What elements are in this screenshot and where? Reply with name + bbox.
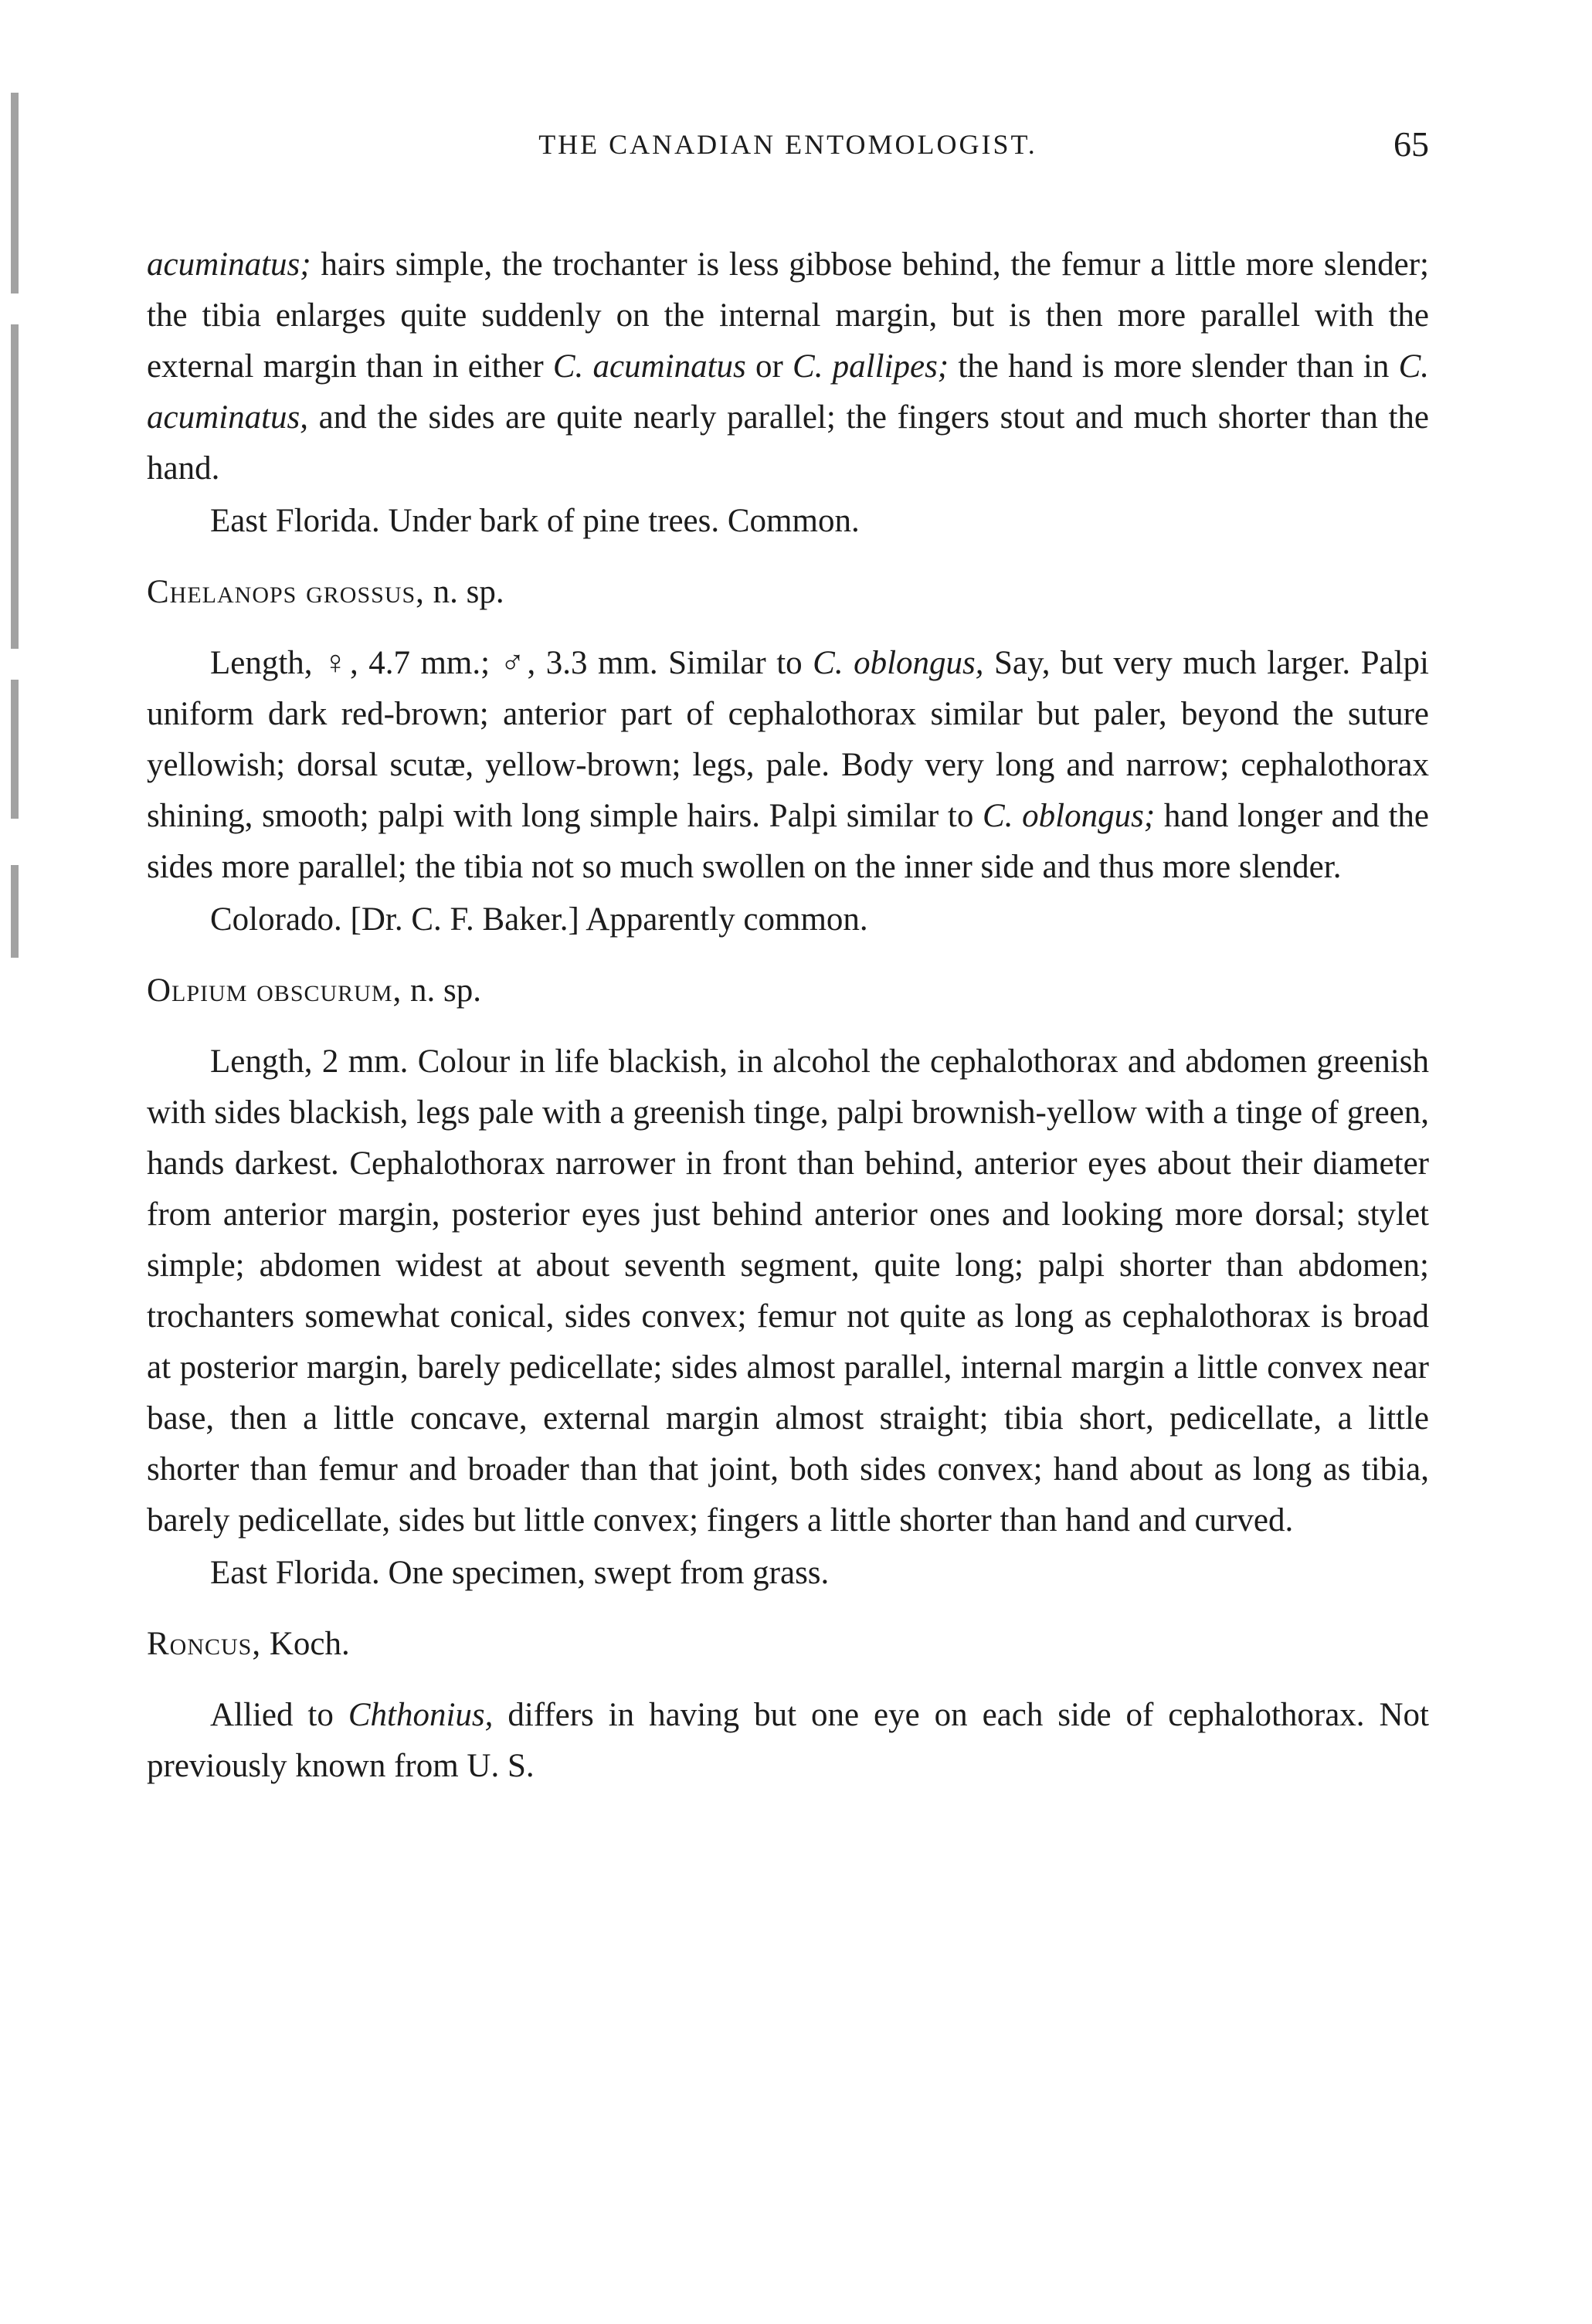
paragraph-chelanops-description — [147, 638, 1429, 893]
page-header — [147, 124, 1429, 185]
text-run: the hand is more slender than in — [949, 348, 1399, 385]
genus-name: Roncus, — [147, 1626, 262, 1662]
running-head: THE CANADIAN ENTOMOLOGIST. — [538, 129, 1037, 160]
paragraph-acuminatus-continued — [147, 239, 1429, 494]
heading-suffix: n. sp. — [424, 574, 504, 610]
locality-note: East Florida. One specimen, swept from grass. — [210, 1555, 830, 1591]
heading-suffix: n. sp. — [402, 972, 482, 1009]
taxon-name: C. oblongus, — [813, 645, 984, 681]
species-name: Olpium obscurum, — [147, 972, 402, 1009]
text-run: differs in having but one eye on each side of cephalothorax. Not previously known from U. S. — [147, 1697, 1429, 1784]
taxon-name: acuminatus; — [147, 246, 311, 283]
taxon-name: C. acuminatus — [552, 348, 746, 385]
text-run: Allied to — [210, 1697, 348, 1733]
text-run: Say, but very much larger. Palpi uniform dark red-brown; anterior part of cephalothorax similar but paler, beyond the suture yellowish; dorsal scutæ, yellow-brown; legs, pale. Body very long and narrow; cephalothorax shining, smooth; palpi with long simple hairs. Palpi similar to — [147, 645, 1430, 834]
text-run: and the sides are quite nearly parallel; the fingers stout and much shorter than the hand. — [147, 399, 1429, 487]
locality-note: Colorado. [Dr. C. F. Baker.] Apparently common. — [210, 901, 868, 938]
page-number: 65 — [1393, 124, 1429, 164]
margin-scan-marks — [0, 93, 31, 1097]
heading-suffix: Koch. — [261, 1626, 350, 1662]
paragraph-roncus-description — [147, 1690, 1429, 1792]
genus-heading-roncus — [147, 1619, 1429, 1670]
text-run: hand longer and the sides more parallel; the tibia not so much swollen on the inner side and thus more slender. — [147, 798, 1429, 885]
taxon-name: C. oblongus; — [983, 798, 1156, 834]
species-heading-chelanops-grossus — [147, 567, 1429, 618]
page-body — [147, 124, 1429, 1792]
text-run: hairs simple, the trochanter is less gibbose behind, the femur a little more slender; the tibia enlarges quite suddenly on the internal margin, but is then more parallel with the external margin than in either — [147, 246, 1429, 385]
text-run: Length, ♀, 4.7 mm.; ♂, 3.3 mm. Similar to — [210, 645, 813, 681]
text-run: or — [745, 348, 793, 385]
taxon-name: C. pallipes; — [793, 348, 949, 385]
taxon-name: C. acuminatus, — [147, 348, 1429, 436]
taxon-name: Chthonius, — [348, 1697, 494, 1733]
locality-note: East Florida. Under bark of pine trees. Common. — [210, 503, 860, 539]
species-name: Chelanops grossus, — [147, 574, 425, 610]
species-heading-olpium-obscurum — [147, 965, 1429, 1016]
paragraph-olpium-description: Length, 2 mm. Colour in life blackish, in alcohol the cephalothorax and abdomen greenish with sides blackish, legs pale with a greenish tinge, palpi brownish-yellow with a tinge of green, hands darkest. Cephalothorax narrower in front than behind, anterior eyes about their diameter from anterior margin, posterior eyes just behind anterior ones and looking more dorsal; stylet simple; abdomen widest at about seventh segment, quite long; palpi shorter than abdomen; trochanters somewhat conical, sides convex; femur not quite as long as cephalothorax is broad at posterior margin, barely pedicellate; sides almost parallel, internal margin a little convex near base, then a little concave, external margin almost straight; tibia short, pedicellate, a little shorter than femur and broader than that joint, both sides convex; hand about as long as tibia, barely pedicellate, sides but little convex; fingers a little shorter than hand and curved. — [147, 1043, 1429, 1539]
